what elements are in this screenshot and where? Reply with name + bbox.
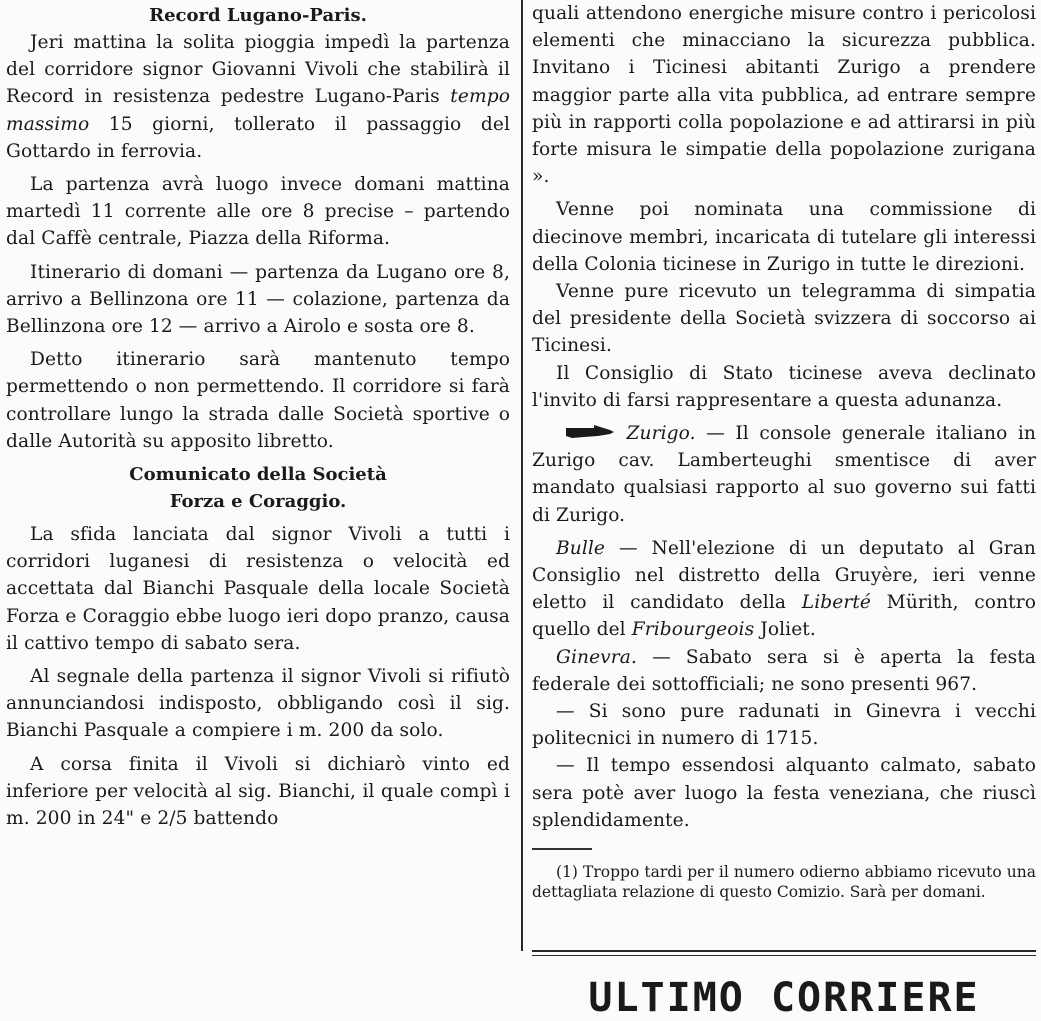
italic-run: Fribourgeois bbox=[631, 619, 755, 641]
place-name: Zurigo. bbox=[626, 423, 696, 445]
section-title: ULTIMO CORRIERE bbox=[588, 975, 980, 1021]
article-paragraph-continued: quali attendono energiche misure contro i pericolosi elementi che minacciano la sicurezza pubblica. Invitano i Ticinesi abitanti Zurigo a prendere maggior parte alla vita pubblica, ad entrare sempre più in rapporti colla popolazione e ad attirarsi in più forte misura le simpatie della popolazione zurigana ». bbox=[532, 3, 1036, 188]
news-item-ginevra bbox=[532, 644, 1036, 698]
place-name: Ginevra. bbox=[556, 646, 637, 668]
article-paragraph bbox=[6, 29, 510, 165]
text-run: Jeri mattina la solita pioggia impedì la partenza del corridore signor Giovanni Vivoli che stabilirà il Record in resistenza pedestre Lugano-Paris bbox=[6, 32, 510, 108]
text-run: — Sabato sera si è aperta la festa federale dei sottofficiali; ne sono presenti 967. bbox=[532, 646, 1036, 695]
headline-record-lugano-paris: Record Lugano-Paris. bbox=[149, 5, 367, 26]
italic-run: Liberté bbox=[801, 592, 872, 614]
italic-run: tempo massimo bbox=[6, 86, 510, 135]
left-column bbox=[6, 0, 510, 832]
footnote: (1) Troppo tardi per il numero odierno abbiamo ricevuto una dettagliata relazione di questo Comizio. Sarà per domani. bbox=[532, 863, 1036, 902]
article-paragraph: A corsa finita il Vivoli si dichiarò vinto ed inferiore per velocità al sig. Bianchi, il quale compì i m. 200 in 24" e 2/5 battendo bbox=[6, 753, 510, 830]
article-paragraph: — Si sono pure radunati in Ginevra i vecchi politecnici in numero di 1715. bbox=[532, 701, 1036, 750]
text-run: 15 giorni, tollerato il passaggio del Gottardo in ferrovia. bbox=[6, 113, 510, 162]
article-paragraph: Venne poi nominata una commissione di diecinove membri, incaricata di tutelare gli interessi della Colonia ticinese in Zurigo in tutte le direzioni. bbox=[532, 199, 1036, 275]
section-rule bbox=[532, 950, 1036, 952]
news-item-bulle bbox=[532, 535, 1036, 644]
footnote-separator bbox=[532, 848, 592, 850]
pointing-hand-icon bbox=[564, 422, 616, 442]
place-name: Bulle bbox=[556, 537, 606, 559]
text-run: Joliet. bbox=[754, 619, 816, 641]
article-paragraph: Itinerario di domani — partenza da Lugano ore 8, arrivo a Bellinzona ore 11 — colazione, partenza da Bellinzona ore 12 — arrivo a Airolo e sosta ore 8. bbox=[6, 261, 510, 338]
article-paragraph: La sfida lanciata dal signor Vivoli a tutti i corridori luganesi di resistenza o velocità ed accettata dal Bianchi Pasquale della locale Società Forza e Coraggio ebbe luogo ieri dopo pranzo, causa il cattivo tempo di sabato sera. bbox=[6, 524, 510, 654]
article-paragraph: La partenza avrà luogo invece domani mattina martedì 11 corrente alle ore 8 precise – partendo dal Caffè centrale, Piazza della Riforma. bbox=[6, 174, 510, 250]
subheadline-line2: Forza e Coraggio. bbox=[169, 491, 347, 513]
right-column bbox=[532, 0, 1037, 1021]
text-run: — Nell'elezione di un deputato al Gran Consiglio nel distretto della Gruyère, ieri venne eletto il candidato della bbox=[532, 537, 1036, 614]
news-item-zurigo bbox=[532, 420, 1036, 529]
article-paragraph: — Il tempo essendosi alquanto calmato, sabato sera potè aver luogo la festa veneziana, che riuscì splendidamente. bbox=[532, 755, 1036, 831]
column-divider bbox=[521, 0, 523, 951]
subheadline-line1: Comunicato della Società bbox=[129, 464, 387, 486]
article-paragraph: Al segnale della partenza il signor Vivoli si rifiutò annunciandosi indisposto, obbligando così il sig. Bianchi Pasquale a compiere i m. 200 da solo. bbox=[6, 666, 510, 742]
article-paragraph: Detto itinerario sarà mantenuto tempo permettendo o non permettendo. Il corridore si farà controllare lungo la strada dalle Società sportive o dalle Autorità su apposito libretto. bbox=[6, 349, 510, 452]
text-run: Mürith, contro quello del bbox=[532, 592, 1037, 641]
article-paragraph: Il Consiglio di Stato ticinese aveva declinato l'invito di farsi rappresentare a questa adunanza. bbox=[532, 362, 1036, 411]
section-rule-thin bbox=[532, 955, 1036, 956]
article-paragraph: Venne pure ricevuto un telegramma di simpatia del presidente della Società svizzera di soccorso ai Ticinesi. bbox=[532, 281, 1036, 357]
text-run: — Il console generale italiano in Zurigo cav. Lamberteughi smentisce di aver mandato qualsiasi rapporto al suo governo sui fatti di Zurigo. bbox=[532, 423, 1037, 526]
